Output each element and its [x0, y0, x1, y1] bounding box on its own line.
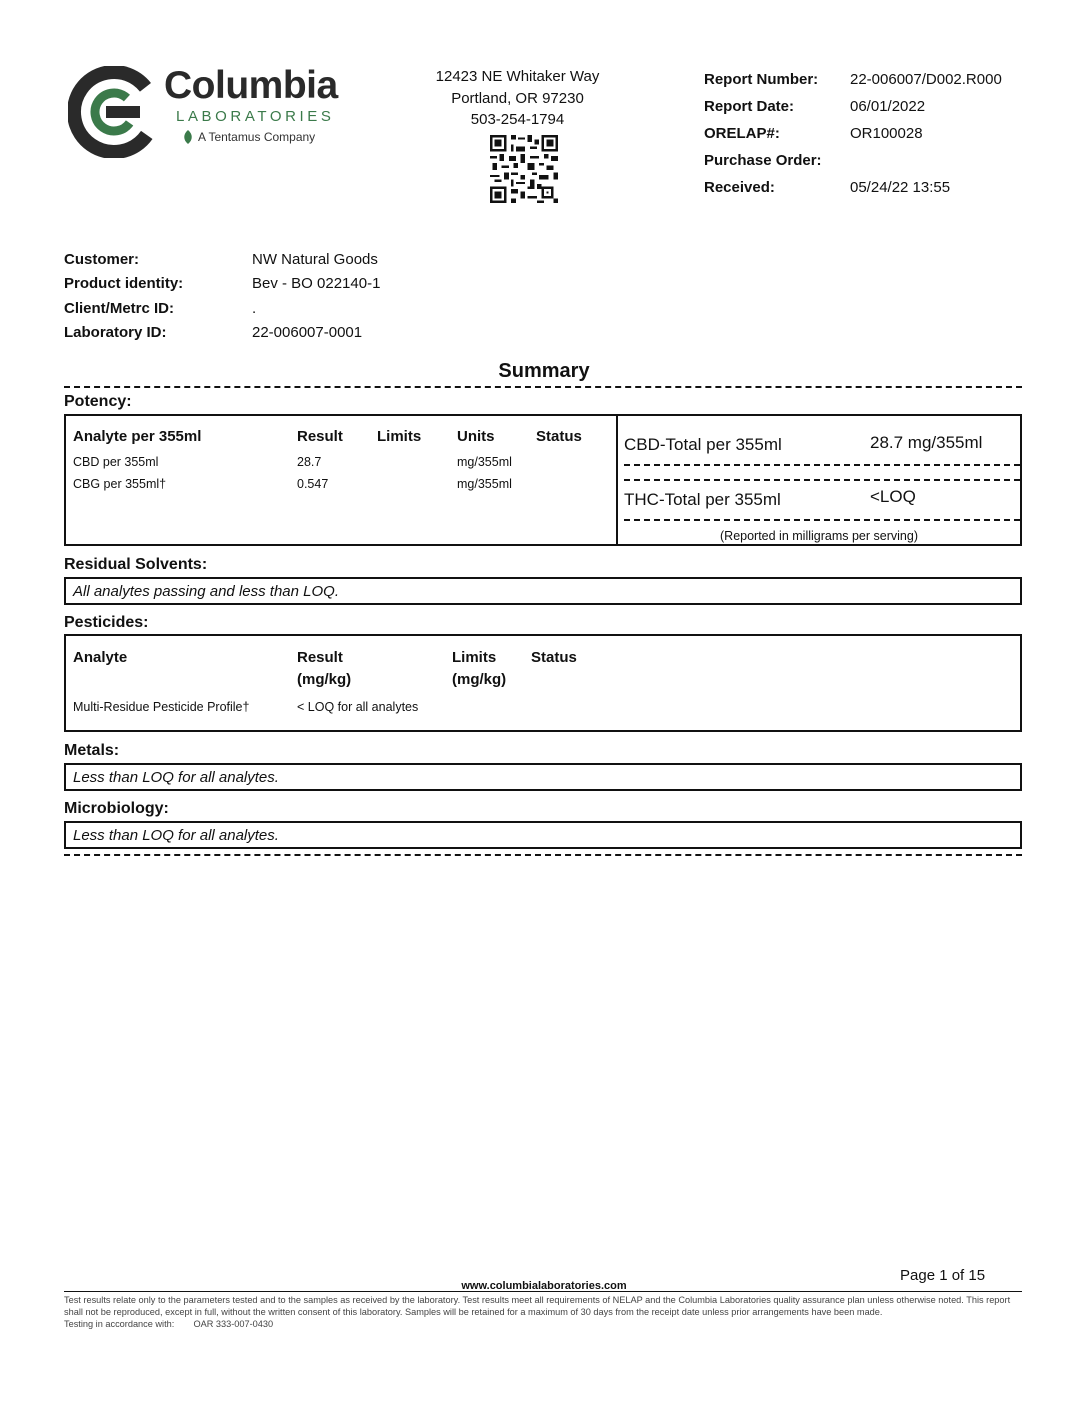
pesticides-table: [64, 634, 1022, 732]
address-line1: 12423 NE Whitaker Way: [435, 68, 600, 85]
summary-title: Summary: [498, 360, 590, 382]
logo-tagline: [182, 130, 315, 144]
report-date: 06/01/2022: [850, 98, 926, 115]
received-label: Received:: [704, 179, 775, 196]
pesticides-header-result: Result: [297, 649, 343, 666]
potency-table: [64, 414, 1022, 546]
client-id: .: [252, 299, 257, 317]
metals-text: Less than LOQ for all analytes.: [73, 768, 279, 786]
product-label: Product identity:: [64, 275, 184, 293]
company-logo: [64, 62, 354, 162]
logo-brand: Columbia: [164, 64, 338, 107]
disclaimer-text: Test results relate only to the parameters tested and to the samples as received by the laboratory. Test results meet all requirements of NELAP and the Columbia Laboratories quality assurance plan unless otherwise noted. This report shall not be reproduced, except in full, without the written consent of this laboratory. Samples will be retained for a maximum of 30 days from the receipt date unless prior arrangements have been made.: [64, 1295, 1011, 1317]
pesticides-row-analyte: Multi-Residue Pesticide Profile†: [73, 700, 250, 714]
pesticides-row-result: < LOQ for all analytes: [297, 700, 419, 714]
page-number: Page 1 of 15: [900, 1267, 986, 1284]
qr-code-icon: [490, 135, 558, 203]
logo-tagline-text: A Tentamus Company: [198, 130, 316, 144]
pesticides-header-analyte: Analyte: [73, 649, 128, 666]
microbiology-title: Microbiology:: [64, 800, 169, 817]
potency-analytes: [66, 416, 618, 544]
divider: [624, 519, 1020, 521]
orelap-number: OR100028: [850, 125, 923, 142]
pesticides-header-status: Status: [531, 649, 577, 666]
pesticides-title: Pesticides:: [64, 614, 149, 631]
lab-id: 22-006007-0001: [252, 324, 363, 342]
potency-row-units: mg/355ml: [457, 455, 512, 469]
lab-address: [410, 66, 625, 131]
residual-solvents-text: All analytes passing and less than LOQ.: [73, 582, 339, 600]
address-phone: 503-254-1794: [470, 111, 565, 128]
product-identity: Bev - BO 022140-1: [252, 275, 381, 293]
testing-standard: [64, 1318, 1022, 1330]
received-date: 05/24/22 13:55: [850, 179, 951, 196]
report-number-label: Report Number:: [704, 71, 819, 88]
microbiology-text: Less than LOQ for all analytes.: [73, 826, 279, 844]
pesticides-header-limits: Limits: [452, 649, 497, 666]
potency-row-result: 0.547: [297, 477, 329, 491]
divider: [624, 479, 1020, 481]
report-date-label: Report Date:: [704, 98, 795, 115]
pesticides-header-limits-unit: (mg/kg): [452, 671, 507, 688]
metals-title: Metals:: [64, 742, 120, 759]
client-id-label: Client/Metrc ID:: [64, 299, 175, 317]
residual-solvents-title: Residual Solvents:: [64, 556, 208, 573]
potency-header-limits: Limits: [377, 428, 422, 445]
report-meta: [704, 66, 1050, 201]
potency-row-analyte: CBD per 355ml: [73, 455, 159, 469]
tentamus-leaf-icon: [182, 130, 194, 144]
divider: [624, 464, 1020, 466]
potency-header-result: Result: [297, 428, 343, 445]
customer-name: NW Natural Goods: [252, 250, 378, 268]
testing-value: OAR 333-007-0430: [193, 1319, 274, 1329]
footer-disclaimer: [64, 1294, 1022, 1330]
columbia-c-logo-icon: [68, 66, 160, 158]
pesticides-header-result-unit: (mg/kg): [297, 671, 352, 688]
metals-result: [64, 763, 1022, 791]
address-line2: Portland, OR 97230: [451, 89, 584, 107]
potency-header-units: Units: [457, 428, 495, 445]
testing-label: Testing in accordance with:: [64, 1319, 175, 1329]
potency-title: Potency:: [64, 393, 132, 410]
customer-label: Customer:: [64, 250, 140, 268]
footer-rule: [64, 1291, 1022, 1292]
purchase-order-label: Purchase Order:: [704, 152, 822, 169]
potency-row-result: 28.7: [297, 455, 322, 469]
customer-info: [64, 247, 380, 345]
potency-header-status: Status: [536, 428, 582, 445]
report-number: 22-006007/D002.R000: [850, 71, 1002, 88]
footer-website-link[interactable]: www.columbialaboratories.com: [461, 1280, 627, 1292]
potency-row-units: mg/355ml: [457, 477, 512, 491]
divider: [64, 854, 1022, 856]
divider: [64, 386, 1022, 388]
orelap-label: ORELAP#:: [704, 125, 780, 142]
potency-row-analyte: CBG per 355ml†: [73, 477, 167, 491]
thc-total-value: <LOQ: [870, 487, 916, 506]
potency-header-analyte: Analyte per 355ml: [73, 428, 202, 445]
cbd-total-value: 28.7 mg/355ml: [870, 433, 983, 452]
logo-subtitle: LABORATORIES: [176, 108, 335, 125]
thc-total-label: THC-Total per 355ml: [624, 490, 781, 509]
cbd-total-label: CBD-Total per 355ml: [624, 435, 782, 454]
lab-id-label: Laboratory ID:: [64, 324, 167, 342]
microbiology-result: [64, 821, 1022, 849]
residual-solvents-result: [64, 577, 1022, 605]
potency-note: (Reported in milligrams per serving): [720, 529, 918, 543]
